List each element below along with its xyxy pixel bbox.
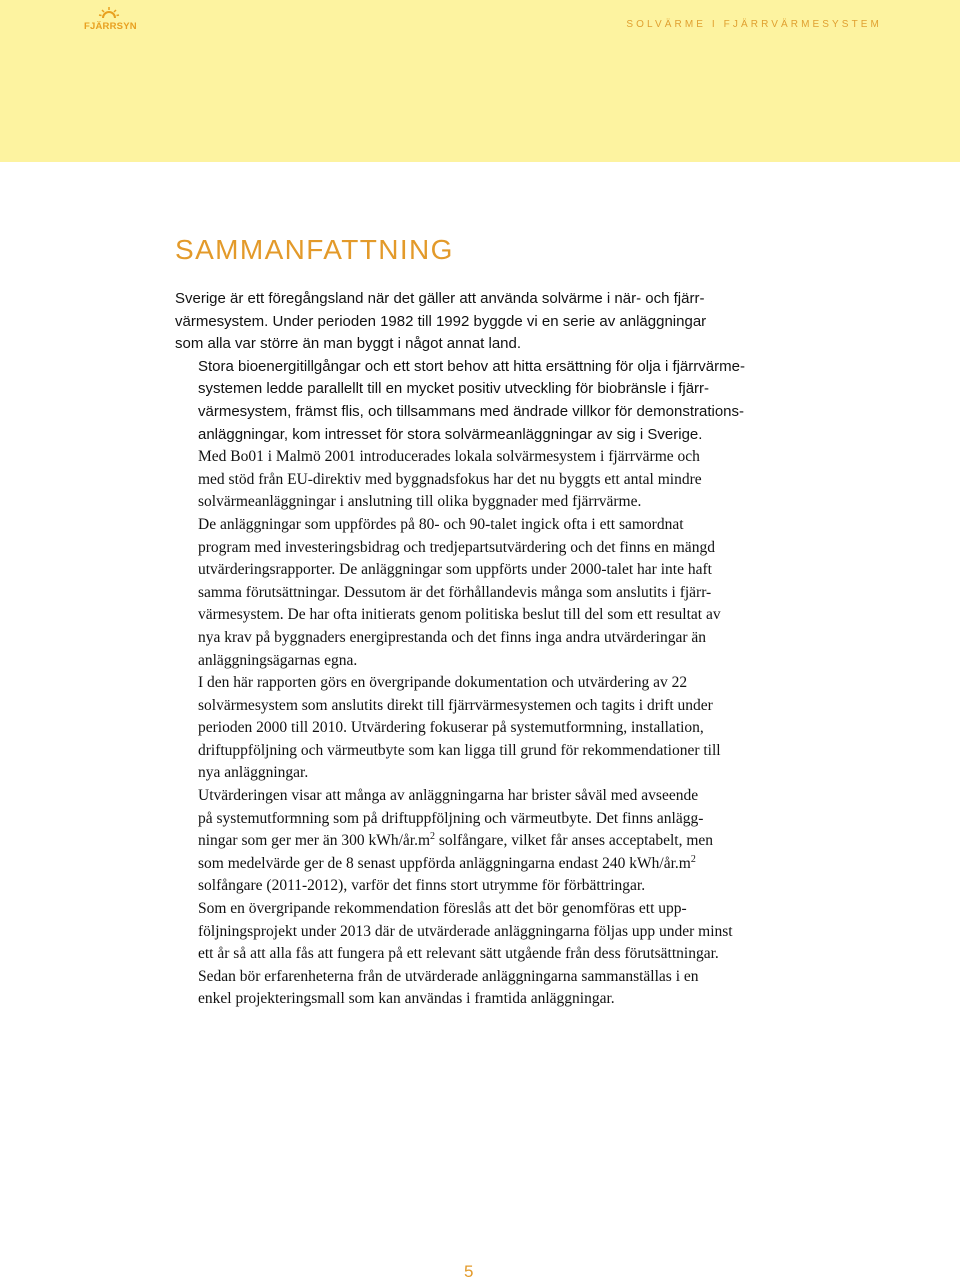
- text-line: följningsprojekt under 2013 där de utvärderade anläggningarna följas upp under minst: [198, 922, 733, 940]
- body-text: [175, 288, 795, 1011]
- text-line: Utvärderingen visar att många av anläggningarna har brister såväl med avseende: [198, 787, 699, 805]
- text-fragment: solfångare, vilket får anses acceptabelt, men: [435, 832, 714, 850]
- text-line: Sverige är ett föregångsland när det gäller att använda solvärme i när- och fjärr-: [175, 290, 705, 307]
- section-heading: SAMMANFATTNING: [175, 234, 454, 265]
- text-line: driftuppföljning och värmeutbyte som kan ligga till grund för rekommendationer till: [198, 741, 721, 759]
- paragraph-1: [175, 288, 795, 356]
- text-line: nya krav på byggnaders energiprestanda och det finns inga andra utvärderingar än: [198, 628, 707, 646]
- text-line: värmesystem, främst flis, och tillsammans med ändrade villkor för demonstrations-: [198, 402, 745, 420]
- running-header-title: SOLVÄRME I FJÄRRVÄRMESYSTEM: [626, 19, 882, 30]
- text-line: solfångare (2011-2012), varför det finns stort utrymme för förbättringar.: [198, 877, 646, 895]
- paragraph-3: [175, 446, 795, 514]
- paragraph-6: [175, 785, 795, 898]
- text-line: värmesystem. De har ofta initierats genom politiska beslut till del som ett resultat av: [198, 606, 721, 624]
- text-line: som alla var större än man byggt i något annat land.: [175, 335, 522, 353]
- page-header: [0, 0, 960, 162]
- text-line: program med investeringsbidrag och tredjepartsutvärdering och det finns en mängd: [198, 538, 715, 556]
- text-line: anläggningsägarnas egna.: [198, 651, 358, 669]
- text-line: systemen ledde parallellt till en mycket positiv utveckling för biobränsle i fjärr-: [198, 380, 710, 398]
- text-line: anläggningar, kom intresset för stora solvärmeanläggningar av sig i Sverige.: [198, 425, 703, 443]
- text-fragment: ningar som ger mer än 300 kWh/år.m: [198, 832, 431, 850]
- text-line: perioden 2000 till 2010. Utvärdering fokuserar på systemutformning, installation,: [198, 719, 704, 737]
- superscript: 2: [690, 853, 696, 865]
- text-line: samma förutsättningar. Dessutom är det förhållandevis många som anslutits i fjärr-: [198, 583, 712, 601]
- text-line: Stora bioenergitillgångar och ett stort behov att hitta ersättning för olja i fjärrvärme-: [198, 357, 745, 375]
- paragraph-7: [175, 898, 795, 1011]
- text-line: nya anläggningar.: [198, 764, 309, 782]
- text-line: solvärmesystem som anslutits direkt till fjärrvärmesystemen och tagits i drift under: [198, 696, 713, 714]
- fjarrsyn-logo: [84, 6, 144, 36]
- paragraph-4: [175, 514, 795, 672]
- text-line: ett år så att alla fås att fungera på ett relevant sätt utgående från dess förutsättningar.: [198, 945, 719, 963]
- text-line: Med Bo01 i Malmö 2001 introducerades lokala solvärmesystem i fjärrvärme och: [198, 448, 700, 466]
- page-number: 5: [464, 1262, 474, 1281]
- text-line: på systemutformning som på driftuppföljning och värmeutbyte. Det finns anlägg-: [198, 809, 704, 827]
- text-line: De anläggningar som uppfördes på 80- och 90-talet ingick ofta i ett samordnat: [198, 515, 684, 533]
- text-line: [175, 853, 795, 876]
- text-line: Som en övergripande rekommendation föreslås att det bör genomföras ett upp-: [198, 900, 687, 918]
- superscript: 2: [430, 831, 436, 843]
- paragraph-2: [175, 356, 795, 446]
- text-fragment: som medelvärde ger de 8 senast uppförda anläggningarna endast 240 kWh/år.m: [198, 854, 691, 872]
- logo-text: FJÄRRSYN: [84, 21, 137, 32]
- text-line: [175, 830, 795, 853]
- text-line: I den här rapporten görs en övergripande dokumentation och utvärdering av 22: [198, 674, 688, 692]
- sun-icon: [98, 6, 120, 20]
- text-line: utvärderingsrapporter. De anläggningar som uppförts under 2000-talet har inte haft: [198, 561, 712, 579]
- text-line: Sedan bör erfarenheterna från de utvärderade anläggningarna sammanställas i en: [198, 967, 699, 985]
- text-line: solvärmeanläggningar i anslutning till olika byggnader med fjärrvärme.: [198, 493, 642, 511]
- text-line: enkel projekteringsmall som kan användas i framtida anläggningar.: [198, 990, 615, 1008]
- paragraph-5: [175, 672, 795, 785]
- text-line: värmesystem. Under perioden 1982 till 1992 byggde vi en serie av anläggningar: [175, 312, 707, 330]
- text-line: med stöd från EU-direktiv med byggnadsfokus har det nu byggts ett antal mindre: [198, 470, 702, 488]
